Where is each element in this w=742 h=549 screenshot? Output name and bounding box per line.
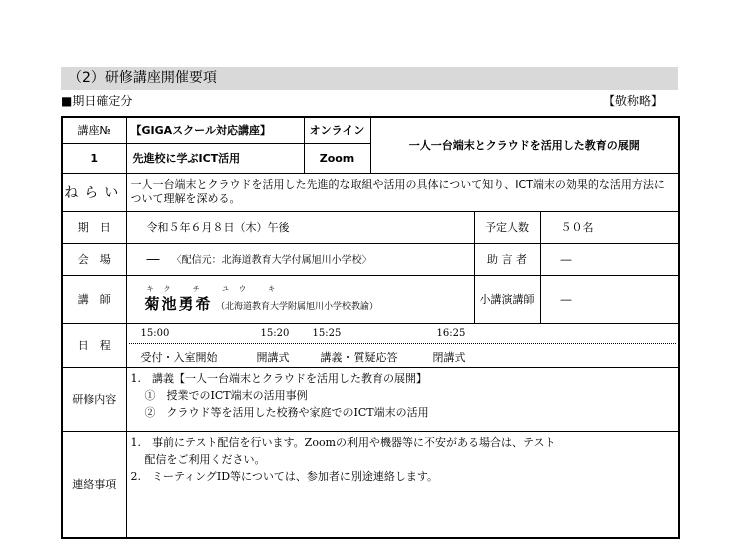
- advisor-value: ―: [540, 243, 679, 275]
- advisor-label: 助 言 者: [474, 243, 540, 275]
- schedule-item: 閉講式: [432, 350, 466, 364]
- notes-row: [62, 431, 679, 538]
- lecturer-affiliation: （北海道教育大学附属旭川小学校教諭）: [216, 301, 379, 312]
- contents-label: 研修内容: [62, 367, 126, 431]
- platform-name: Zoom: [304, 143, 370, 173]
- schedule-time: 15:20: [260, 327, 290, 339]
- venue-label: 会 場: [62, 243, 126, 275]
- date-value: 令和５年６月８日（木）午後: [126, 211, 474, 243]
- schedule-time: 15:25: [312, 327, 342, 339]
- course-theme: 一人一台端末とクラウドを活用した教育の展開: [370, 117, 679, 173]
- format-label: オンライン: [304, 117, 370, 143]
- course-table: [61, 116, 680, 539]
- course-row-top: [62, 117, 679, 143]
- schedule-divider: [129, 343, 677, 344]
- aim-label: ねらい: [62, 173, 126, 211]
- schedule-timeline: [127, 324, 679, 367]
- schedule-time: 15:00: [140, 327, 170, 339]
- contents-line: 1. 講義【一人一台端末とクラウドを活用した教育の展開】: [130, 371, 427, 385]
- venue-value: ―: [146, 252, 160, 267]
- schedule-row: [62, 323, 679, 367]
- notes-cell: [126, 431, 679, 538]
- lecturer-cell: [126, 275, 474, 323]
- date-row: [62, 211, 679, 243]
- notes-line: 1. 事前にテスト配信を行います。Zoomの利用や機器等に不安がある場合は、テスト: [130, 435, 556, 449]
- aim-text: 一人一台端末とクラウドを活用した先進的な取組や活用の具体について知り、ICT端末の効果的な活用方法について理解を深める。: [126, 173, 679, 211]
- capacity-value: ５０名: [540, 211, 679, 243]
- schedule-time: 16:25: [436, 327, 466, 339]
- lecturer-row: [62, 275, 679, 323]
- course-number-label: 講座№: [62, 117, 126, 143]
- distribution-source: 〈配信元：北海道教育大学付属旭川小学校〉: [171, 255, 372, 266]
- lecturer-ruby: キク チ ユウ キ: [146, 284, 286, 293]
- date-label: 期 日: [62, 211, 126, 243]
- contents-line: ① 授業でのICT端末の活用事例: [144, 388, 308, 402]
- capacity-label: 予定人数: [474, 211, 540, 243]
- schedule-item: 講義・質疑応答: [320, 350, 398, 364]
- course-number: 1: [62, 143, 126, 173]
- venue-row: [62, 243, 679, 275]
- sub-lecturer-value: ―: [540, 275, 679, 323]
- status-label: ■期日確定分: [61, 94, 133, 108]
- notes-label: 連絡事項: [62, 431, 126, 538]
- schedule-cell: [126, 323, 679, 367]
- contents-cell: [126, 367, 679, 431]
- contents-line: ② クラウド等を活用した校務や家庭でのICT端末の活用: [144, 405, 429, 419]
- aim-row: [62, 173, 679, 211]
- schedule-label: 日 程: [62, 323, 126, 367]
- course-name: 先進校に学ぶICT活用: [126, 143, 304, 173]
- honorific-note: 【敬称略】: [603, 94, 664, 108]
- notes-line: 2. ミーティングID等については、参加者に別途連絡します。: [130, 469, 438, 483]
- lecturer-name: 菊池勇希: [144, 294, 213, 313]
- schedule-item: 開講式: [256, 350, 290, 364]
- section-title: （2）研修講座開催要項: [68, 70, 217, 86]
- sub-lecturer-label: 小講演講師: [474, 275, 540, 323]
- schedule-item: 受付・入室開始: [140, 350, 218, 364]
- venue-cell: [126, 243, 474, 275]
- notes-line: 配信をご利用ください。: [144, 452, 266, 466]
- course-tag: 【GIGAスクール対応講座】: [126, 117, 304, 143]
- contents-row: [62, 367, 679, 431]
- lecturer-label: 講 師: [62, 275, 126, 323]
